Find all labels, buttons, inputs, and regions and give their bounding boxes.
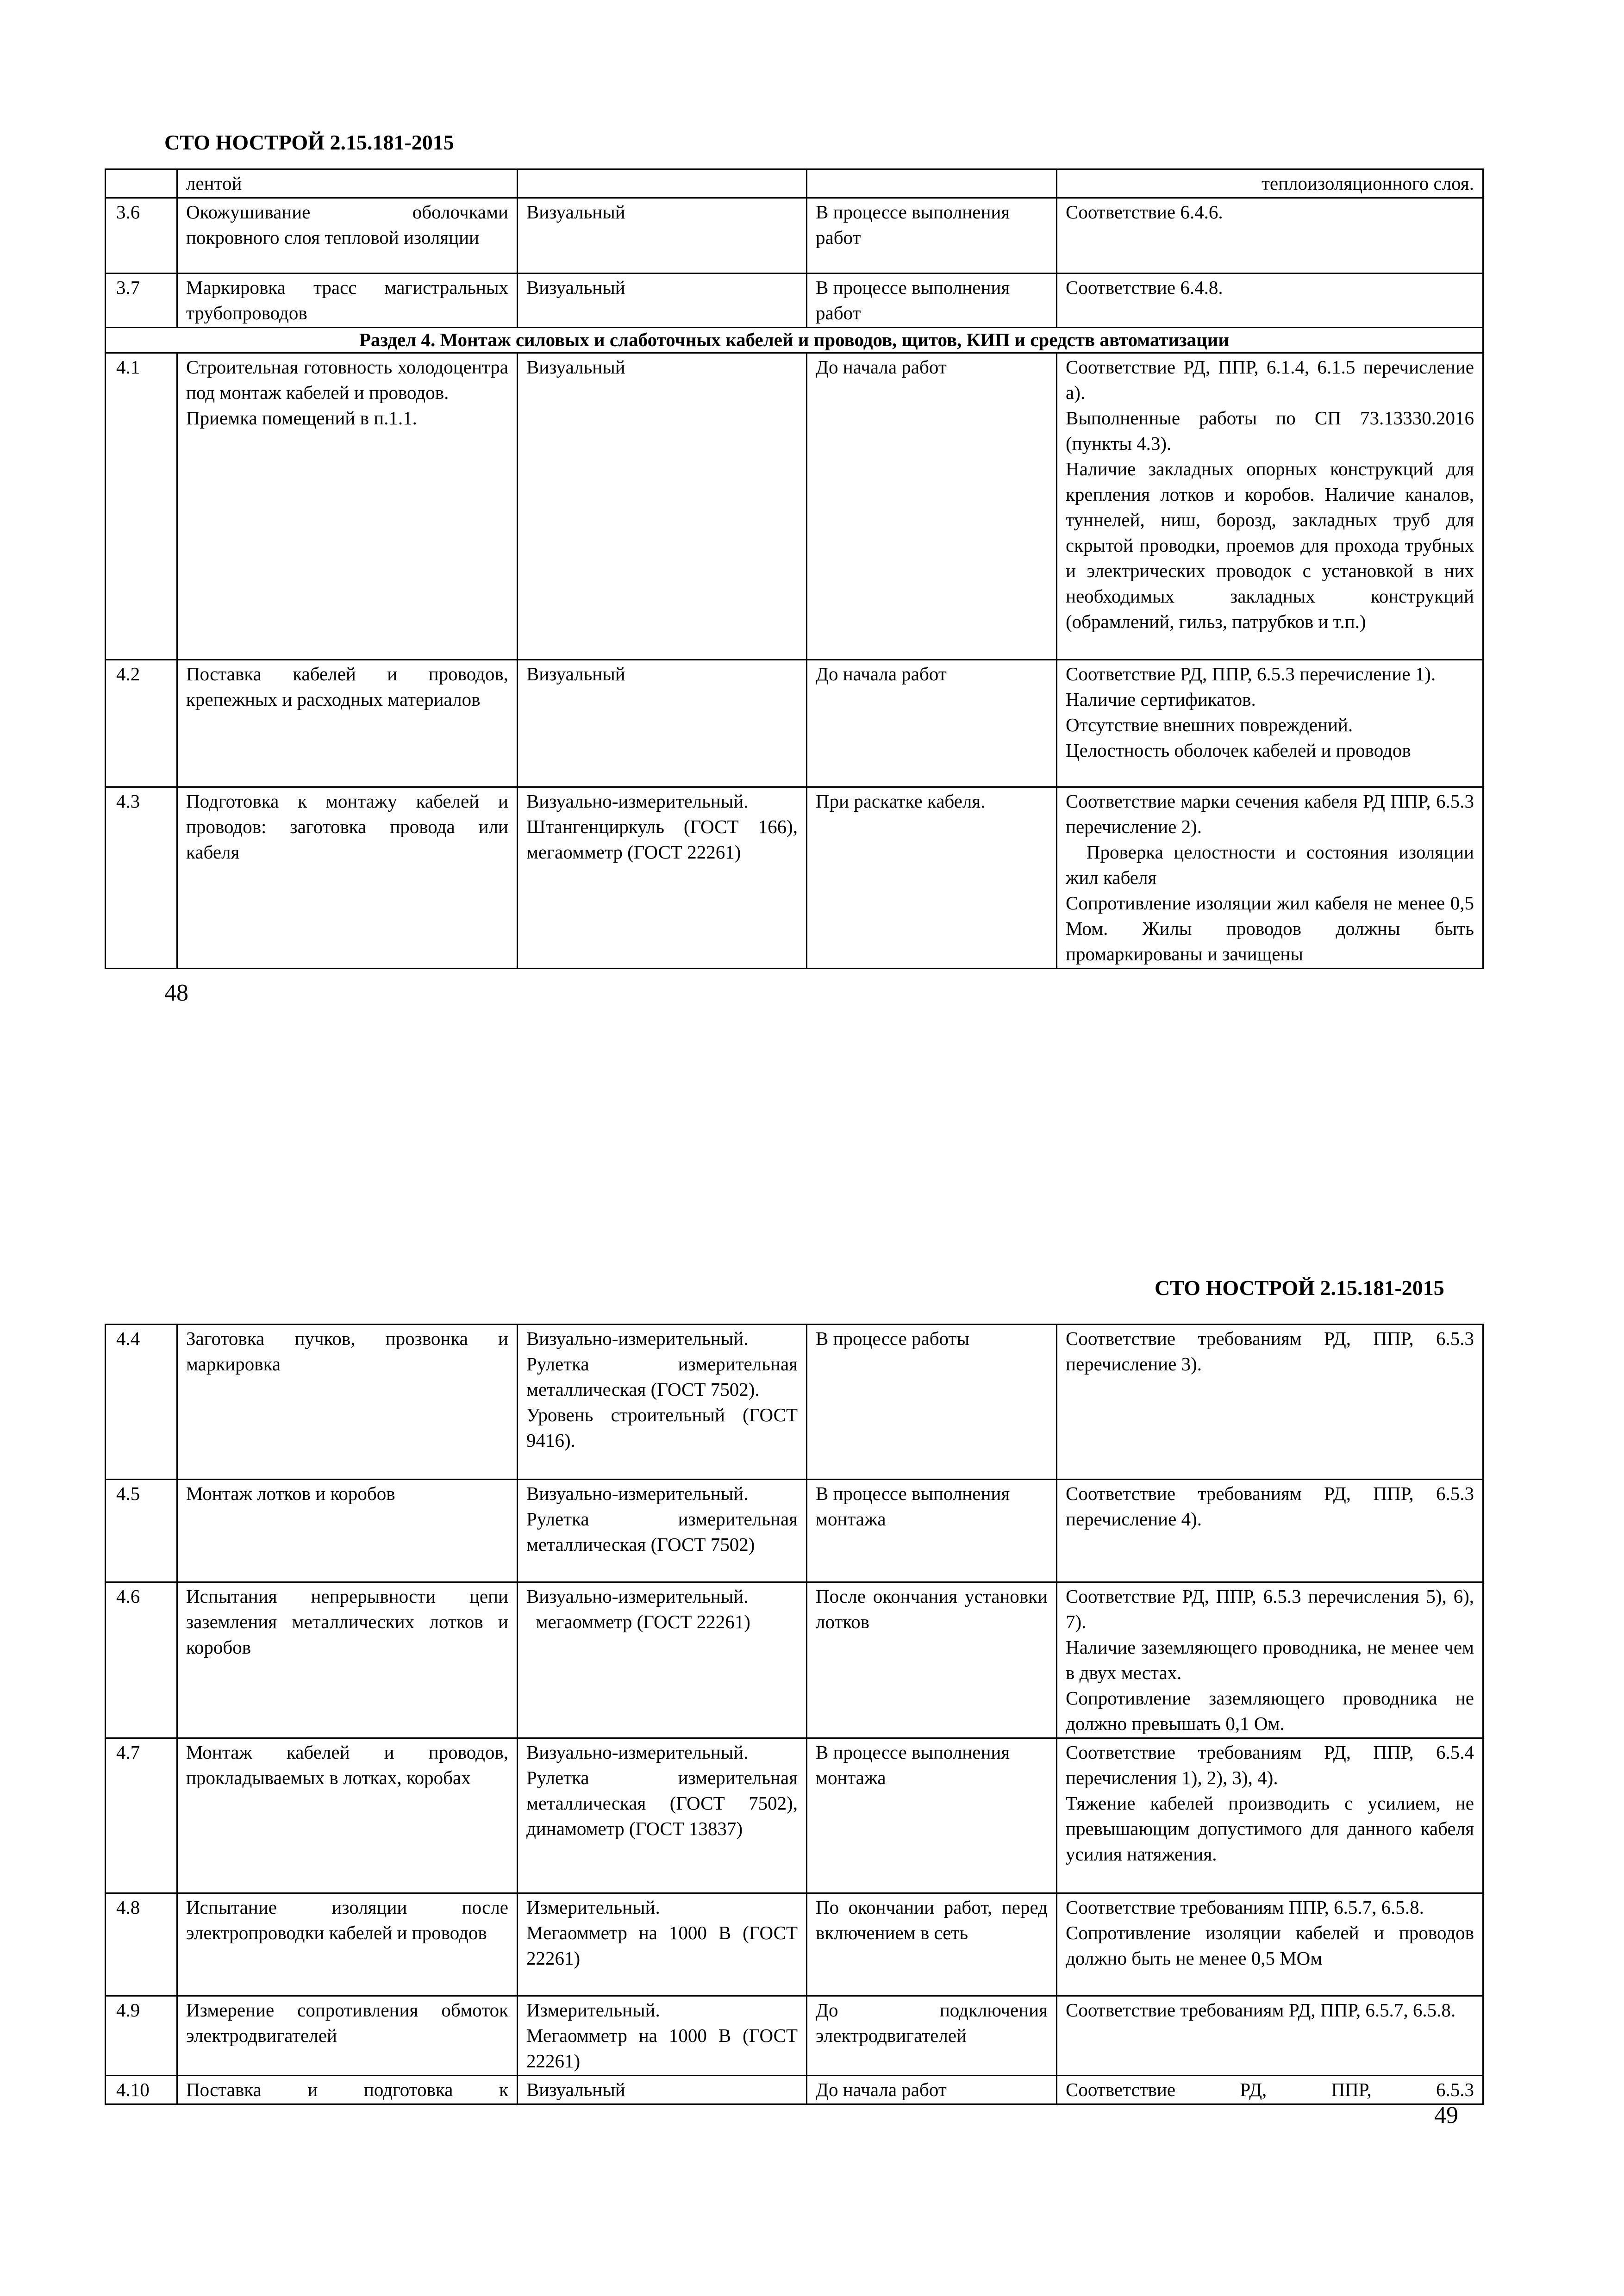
table-row [106,274,1483,328]
criteria-line: Сопротивление заземляющего проводника не должно превышать 0,1 Ом. [1066,1687,1474,1734]
criteria-line: Соответствие РД, ППР, 6.5.3 перечисления 5), 6), 7). [1066,1586,1474,1632]
method-line: Уровень строительный (ГОСТ 9416). [526,1404,798,1451]
cell-criteria: Соответствие требованиям РД, ППР, 6.5.3 перечисление 3). [1057,1325,1483,1480]
table-row [106,198,1483,274]
cell-method: Визуальный [518,274,807,328]
cell-num: 4.2 [106,660,177,787]
cell-criteria [1057,1582,1483,1738]
criteria-line: Наличие закладных опорных конструкций для крепления лотков и коробов. Наличие каналов, туннелей, ниш, борозд, закладных труб для скрытой проводки, проемов для прохода трубных и электрических проводок с установкой в них необходимых закладных конструкций (обрамлений, гильз, патрубков и т.п.) [1066,458,1474,632]
cell-stage: Поставка кабелей и проводов, крепежных и расходных материалов [177,660,518,787]
cell-stage: лентой [177,169,518,198]
cell-stage: Подготовка к монтажу кабелей и проводов: заготовка провода или кабеля [177,787,518,969]
cell-num: 4.9 [106,1996,177,2076]
cell-stage: Испытания непрерывности цепи заземления металлических лотков и коробов [177,1582,518,1738]
section-row [106,328,1483,353]
criteria-line: Выполненные работы по СП 73.13330.2016 (пункты 4.3). [1066,407,1474,454]
cell-time: В процессе выполнения монтажа [807,1738,1057,1893]
cell-stage: Монтаж кабелей и проводов, прокладываемых в лотках, коробах [177,1738,518,1893]
criteria-line: Соответствие требованиям РД, ППР, 6.5.4 перечисления 1), 2), 3), 4). [1066,1742,1474,1788]
cell-criteria [1057,660,1483,787]
cell-num: 3.7 [106,274,177,328]
cell-criteria: Соответствие требованиям РД, ППР, 6.5.7, 6.5.8. [1057,1996,1483,2076]
cell-criteria: Соответствие требованиям РД, ППР, 6.5.3 перечисление 4). [1057,1480,1483,1582]
cell-time: В процессе выполнения работ [807,198,1057,274]
cell-method [518,1480,807,1582]
cell-stage: Окожушивание оболочками покровного слоя тепловой изоляции [177,198,518,274]
criteria-line: Соответствие РД, ППР, 6.5.3 перечисление 1). [1066,663,1436,684]
criteria-line: Соответствие РД, ППР, 6.1.4, 6.1.5 перечисление а). [1066,356,1474,403]
criteria-line: Целостность оболочек кабелей и проводов [1066,740,1411,761]
cell-time: До начала работ [807,660,1057,787]
method-line: Мегаомметр на 1000 В (ГОСТ 22261) [526,1922,798,1969]
cell-method [518,1738,807,1893]
cell-criteria [1057,353,1483,660]
cell-time: После окончания установки лотков [807,1582,1057,1738]
cell-time: В процессе работы [807,1325,1057,1480]
cell-criteria: Соответствие 6.4.6. [1057,198,1483,274]
cell-stage: Испытание изоляции после электропроводки кабелей и проводов [177,1893,518,1996]
criteria-line: Проверка целостности и состояния изоляции жил кабеля [1066,841,1479,888]
table-row [106,1325,1483,1480]
cell-method [518,1582,807,1738]
cell-num: 4.7 [106,1738,177,1893]
criteria-line: Соответствие марки сечения кабеля РД ППР, 6.5.3 перечисление 2). [1066,790,1474,837]
cell-num: 4.5 [106,1480,177,1582]
cell-stage: Измерение сопротивления обмоток электродвигателей [177,1996,518,2076]
cell-criteria [1057,2076,1483,2104]
page-header-49: СТО НОСТРОЙ 2.15.181-2015 [1155,1276,1444,1300]
inspection-table-page-48 [105,168,1484,969]
method-line: Визуально-измерительный. [526,1328,749,1349]
stage-text: Строительная готовность холодоцентра под монтаж кабелей и проводов. [186,356,508,403]
method-line: Рулетка измерительная металлическая (ГОСТ 7502) [526,1508,798,1555]
table-row [106,353,1483,660]
cell-method: Визуальный [518,2076,807,2104]
cell-time: В процессе выполнения монтажа [807,1480,1057,1582]
cell-num: 4.1 [106,353,177,660]
cell-num: 4.10 [106,2076,177,2104]
cell-method: Визуальный [518,660,807,787]
cell-method [518,1893,807,1996]
cell-num: 3.6 [106,198,177,274]
table-row [106,1893,1483,1996]
table-row [106,660,1483,787]
stage-text: Поставка и подготовка к [186,2079,508,2100]
criteria-line: Наличие заземляющего проводника, не менее чем в двух местах. [1066,1636,1474,1683]
page-number-49: 49 [1434,2102,1458,2128]
criteria-line: Наличие сертификатов. [1066,689,1256,710]
cell-time: До начала работ [807,353,1057,660]
method-line: мегаомметр (ГОСТ 22261) [526,1611,750,1632]
table-row [106,169,1483,198]
cell-method: Визуальный [518,353,807,660]
cell-num: 4.4 [106,1325,177,1480]
cell-criteria [1057,787,1483,969]
inspection-table-page-49 [105,1324,1484,2105]
cell-criteria [1057,1893,1483,1996]
cell-stage: Монтаж лотков и коробов [177,1480,518,1582]
cell-time: До подключения электродвигателей [807,1996,1057,2076]
cell-time: В процессе выполнения работ [807,274,1057,328]
criteria-line: Отсутствие внешних повреждений. [1066,714,1353,735]
table-row [106,2076,1483,2104]
cell-method: Визуально-измерительный. Штангенциркуль (ГОСТ 166), мегаомметр (ГОСТ 22261) [518,787,807,969]
cell-time: По окончании работ, перед включением в сеть [807,1893,1057,1996]
cell-time: При раскатке кабеля. [807,787,1057,969]
cell-stage [177,353,518,660]
cell-time [807,169,1057,198]
method-line: Рулетка измерительная металлическая (ГОСТ 7502). [526,1353,798,1400]
method-line: Измерительный. [526,1897,660,1918]
cell-method [518,1996,807,2076]
cell-method: Визуальный [518,198,807,274]
cell-stage: Заготовка пучков, прозвонка и маркировка [177,1325,518,1480]
section-title: Раздел 4. Монтаж силовых и слаботочных кабелей и проводов, щитов, КИП и средств автоматизации [106,328,1483,353]
criteria-line: Тяжение кабелей производить с усилием, не превышающим допустимого для данного кабеля усилия натяжения. [1066,1792,1474,1865]
cell-time: До начала работ [807,2076,1057,2104]
table-row [106,1738,1483,1893]
cell-criteria: теплоизоляционного слоя. [1057,169,1483,198]
page-number-48: 48 [164,980,188,1006]
method-line: Визуально-измерительный. [526,1742,749,1763]
method-line: Визуально-измерительный. [526,1586,749,1607]
criteria-line: Сопротивление изоляции жил кабеля не менее 0,5 Мом. Жилы проводов должны быть промаркированы и зачищены [1066,892,1474,964]
criteria-line: Сопротивление изоляции кабелей и проводов должно быть не менее 0,5 МОм [1066,1922,1474,1969]
method-line: Визуально-измерительный. [526,1483,749,1504]
criteria-line: Соответствие РД, ППР, 6.5.3 [1066,2079,1474,2100]
method-line: Мегаомметр на 1000 В (ГОСТ 22261) [526,2025,798,2072]
table-row [106,787,1483,969]
criteria-line: Соответствие требованиям ППР, 6.5.7, 6.5.8. [1066,1897,1424,1918]
cell-criteria [1057,1738,1483,1893]
stage-extra-text: Приемка помещений в п.1.1. [186,407,417,429]
cell-stage [177,2076,518,2104]
cell-stage: Маркировка трасс магистральных трубопроводов [177,274,518,328]
method-line: Измерительный. [526,1999,660,2021]
cell-method [518,169,807,198]
cell-num: 4.8 [106,1893,177,1996]
table-row [106,1996,1483,2076]
cell-num: 4.6 [106,1582,177,1738]
cell-num [106,169,177,198]
page-header-48: СТО НОСТРОЙ 2.15.181-2015 [164,131,454,154]
table-row [106,1582,1483,1738]
cell-num: 4.3 [106,787,177,969]
table-row [106,1480,1483,1582]
method-line: Рулетка измерительная металлическая (ГОСТ 7502), динамометр (ГОСТ 13837) [526,1767,798,1839]
cell-criteria: Соответствие 6.4.8. [1057,274,1483,328]
cell-method [518,1325,807,1480]
